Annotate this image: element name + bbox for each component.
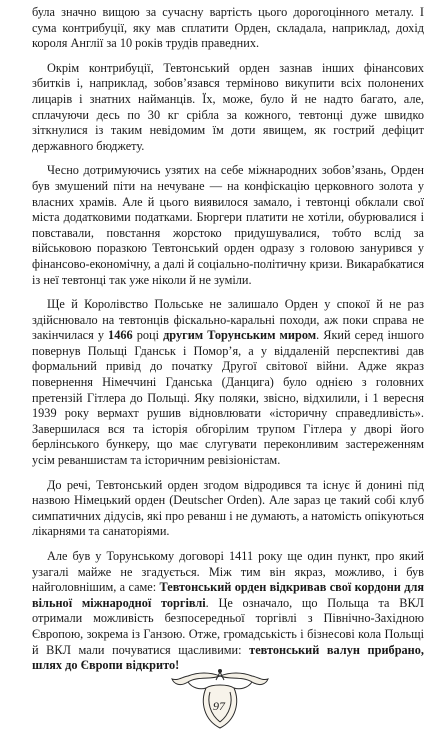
text-span: Але був у Торунському договорі 1411 року ще один пункт, про який узагалі майже не згадується. Між тим він якраз, можливо, і був найголовнішим, а саме: — [32, 549, 424, 595]
page-number: 97 — [213, 699, 225, 713]
bold-free-trade: Тевтонський орден відкривав свої кордони для вільної міжнародної торгівлі — [32, 580, 424, 610]
bold-road-to-europe: тевтонський валун прибрано, шлях до Європи відкрито! — [32, 642, 424, 673]
text-span: . Який серед іншого повернув Польщі Гданськ і Помор’я, а у віддаленій перспективі дав формальний привід до початку Другої світової війни. Адже якраз повернення Німеччині Гданська (Данцига) було однією з головних претензій Гітлера до Польщі. Яку поляки, звісно, відхилили, і 1 вересня 1939 року вермахт рушив відновлювати «історичну справедливість». Завершилася вся та історія обгорілим трупом Гітлера у дворі його берлінського бункеру, що має слугувати переконливим застереженням усім реваншистам та історичним ревізіоністам. — [32, 328, 424, 468]
text-span: році — [132, 328, 164, 343]
paragraph-financial-losses: Окрім контрибуції, Тевтонський орден зазнав інших фінансових збитків і, наприклад, зобов’язався терміново викупити всіх полонених лицарів і знатних найманців. Їх, може, було й не надто багато, але, сплачуючи десь по 30 кг срібла за кожного, тевтонці дуже швидко зіткнулися із таким невідомим їм доти явищем, як гострий дефіцит державного бюджету. — [32, 60, 424, 153]
text-span: . Це означало, що Польща та ВКЛ отримали можливість безпосередньої торгівлі з Північно-Західною Європою, зокрема із Ганзою. Отже, громадськість і бізнесові кола Польщі й ВКЛ мали почуватися щасливими: — [32, 595, 424, 657]
text-span: Ще й Королівство Польське не залишало Орден у спокої й не раз здійснювало на тевтонців фіскально-каральні походи, аж поки справа не закінчилася у — [32, 297, 424, 343]
paragraph-order-revival: До речі, Тевтонський орден згодом відродився та існує й донині під назвою Німецький орден (Deutscher Orden). Але зараз це такий собі клуб симпатичних дідусів, які про реванш і не думають, а натомість опікуються лікарнями та санаторіями. — [32, 477, 424, 539]
paragraph-contribution-value: була значно вищою за сучасну вартість цього дорогоцінного металу. І сума контрибуції, яку мав сплатити Орден, складала, наприклад, дохід короля Англії за 10 років трудів праведних. — [32, 5, 424, 51]
bold-year: 1466 — [108, 328, 133, 343]
body-text — [32, 5, 424, 674]
bold-treaty-name: другим Торунським миром — [163, 328, 317, 343]
paragraph-second-peace-of-torun — [32, 297, 424, 469]
paragraph-free-trade — [32, 549, 424, 674]
paragraph-crisis: Чесно дотримуючись узятих на себе міжнародних зобов’язань, Орден був змушений піти на нечуване — на конфіскацію церковного золота у власних храмів. Але й цього виявилося замало, і тевтонці обклали свої міста додатковими податками. Бюргери платити не хотіли, обурювалися і повставали, повстання жорстоко придушувалися, тобто вслід за військовою поразкою Тевтонський орден одразу з головою занурився у фінансово-економічну, а далі й соціально-політичну кризи. Викарабкатися із неї тевтонці так уже ніколи й не зуміли. — [32, 163, 424, 287]
